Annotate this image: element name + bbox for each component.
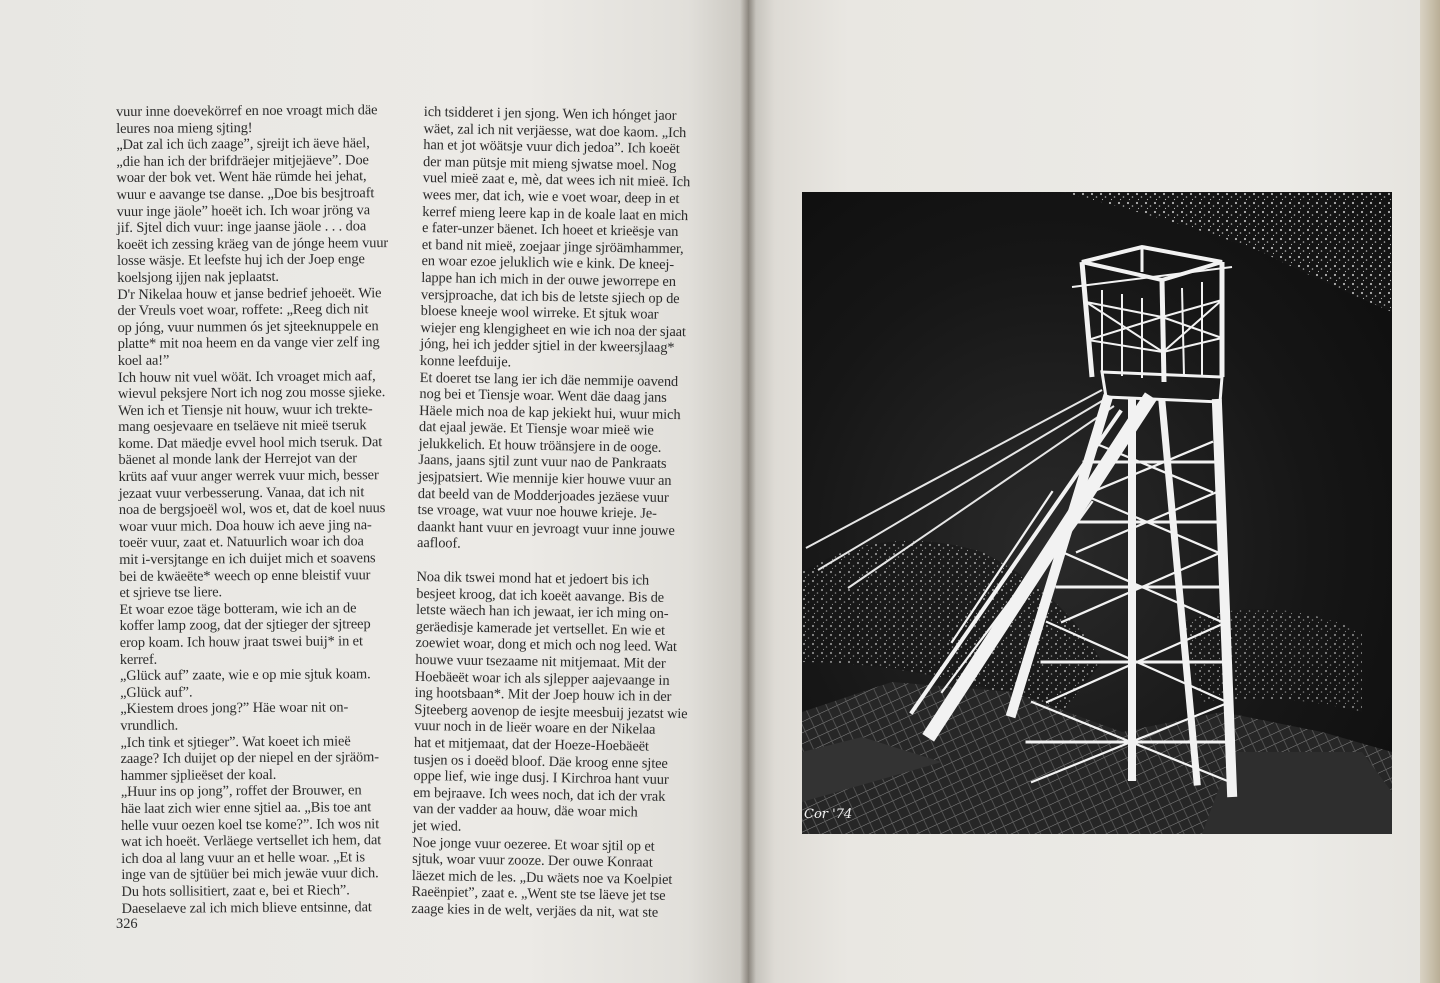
text-line: en woar ezoe jeluklich wie e kink. De kneej- — [421, 253, 675, 274]
text-line: dat beeld van de Modderjoades jezäese vuur — [417, 485, 669, 506]
text-line: Et doeret tse lang ier ich däe nemmije oavend — [419, 369, 679, 390]
column-2-part-1 — [417, 104, 708, 556]
text-line: „Huur ins op jong”, roffet der Brouwer, en — [120, 782, 362, 801]
text-line: sjtuk, woar vuur zooze. Der ouwe Konraat — [412, 851, 653, 871]
text-line: Hoebäeët woar ich als sjlepper aajevaange in — [414, 668, 670, 689]
text-line: koeët ich zessing kräeg van de jónge heem vuur — [116, 234, 389, 253]
column-2-part-2 — [411, 569, 700, 922]
text-line: hammer sjplieëset der koal. — [120, 766, 277, 784]
text-line: Häele mich noa de kap jekiekt hui, wuur mich — [419, 402, 681, 423]
text-line: leures noa mieng sjting! — [116, 119, 253, 137]
text-line: mit i-versjtange en ich duijet mich et soavens — [119, 550, 376, 569]
text-line: wiejer eng klengigheet en wie ich noa der sjaat — [420, 319, 687, 340]
headframe-illustration — [802, 192, 1392, 834]
text-line: vrundlich. — [120, 717, 179, 734]
text-line: houwe vuur tsezaame nit mitjemaat. Mit der — [415, 651, 666, 672]
text-line: e fater-unzer bäenet. Ich hoeet et krieësje van — [421, 220, 679, 241]
text-line: konne leefduije. — [419, 352, 512, 371]
text-line: tse vroage, wat vuur noe houwe krieje. Je- — [417, 502, 657, 522]
text-line: woar vuur mich. Doa houw ich aeve jing na- — [118, 517, 372, 535]
text-line: bäenet al monde lank der Herrejot van der — [118, 450, 357, 469]
text-line: han et jot wöätsje vuur dich jedoa”. Ich koeët — [423, 137, 680, 158]
text-line: helle vuur oezen koel tse kome?”. Ich wos nit — [120, 815, 380, 834]
text-column-1 — [116, 102, 404, 917]
text-line: zaage? Ich duijet op der niepel en der sjräöm- — [120, 749, 379, 768]
text-line: wat ich hoeët. Verläege vertsellet ich hem, dat — [121, 832, 382, 851]
text-line: koel aa!” — [117, 352, 170, 369]
text-line: vuel mieë zaat e, mè, dat wees ich nit mieë. Ich — [422, 170, 691, 191]
text-line: mang oesjevaare en tseläeve nit mieë tseruk — [118, 417, 367, 436]
text-line: besjeet kroog, dat ich koeët aavange. Bis de — [416, 585, 665, 606]
text-line: wuur e aavange tse danse. „Doe bis besjtroaft — [116, 185, 375, 203]
page-number: 326 — [116, 916, 138, 932]
text-line: koffer lamp zoog, dat der sjtieger der sjtreep — [119, 616, 371, 635]
text-line: op jóng, vuur nummen ós jet sjteeknuppele en — [117, 317, 379, 336]
text-line: van der vadder aa houw, däe woar mich — [412, 801, 638, 821]
text-line: jif. Sjtel dich vuur: inge jaanse jäole . . . doa — [116, 218, 367, 237]
text-line: zaage kies in de welt, verjäes da nit, wat ste — [411, 900, 659, 921]
text-line: krüts aaf vuur anger werrek vuur mich, besser — [118, 467, 379, 486]
text-line: „Glück auf”. — [120, 684, 193, 701]
text-line: hat et mitjemaat, dat der Hoeze-Hoebäeët — [413, 734, 649, 755]
text-line: der Vreuls voet woar, roffete: „Reeg dich nit — [117, 301, 369, 320]
text-line: Daeselaeve zal ich mich blieve entsinne, dat — [121, 898, 372, 917]
text-line: nog bei et Tiensje woar. Went däe daag jans — [419, 386, 667, 406]
text-line: ich doa al lang vuur an et helle woar. „Et is — [121, 848, 365, 867]
text-line: geräedisje kamerade jet vertsellet. En wie et — [415, 618, 666, 639]
text-line: woar der bok vet. Went häe rümde hei jehat, — [116, 168, 367, 187]
text-line: „Ich tink et sjtieger”. Wat koeet ich mieë — [120, 732, 351, 751]
text-line: jezaat vuur verbesserung. Vanaa, dat ich nit — [118, 483, 365, 502]
text-line: jelukkelich. Et houw tröänsjere in de ooge. — [418, 435, 662, 456]
text-line: „Glück auf” zaate, wie e op mie sjtuk koam. — [119, 666, 371, 685]
text-line: ing hootsbaan*. Mit der Joep houw ich in der — [414, 685, 672, 706]
text-line: em bejraave. Ich wees noch, dat ich der vrak — [413, 784, 666, 805]
text-line: jet wied. — [412, 817, 462, 835]
text-line: „die han ich der brifdräejer mitjejäeve”. Doe — [116, 152, 369, 170]
text-line: et band nit mieë, zoejaar jinge sjröämhammer, — [421, 236, 684, 257]
text-line: noa de bergsjoeël wol, wos et, dat de koel nuus — [118, 500, 386, 519]
text-line: dat ejaal jewäe. Et Tiensje woar mieë wie — [418, 419, 654, 439]
text-line: Jaans, jaans sjtil zunt vuur nao de Pankraats — [418, 452, 667, 473]
book-gutter — [740, 0, 756, 983]
text-line: Wen ich et Tiensje nit houw, wuur ich trekte- — [118, 400, 373, 419]
text-line: vuur noch in de lieër woare en der Nikelaa — [414, 718, 656, 739]
text-line: Raeënpiet”, zaat e. „Went ste tse läeve jet tse — [411, 884, 666, 905]
text-line: Et woar ezoe täge botteram, wie ich an de — [119, 600, 357, 618]
illustration-signature: Cor '74 — [804, 807, 853, 822]
text-line: ich tsidderet i jen sjong. Wen ich hónget jaor — [423, 104, 677, 124]
text-line: losse wäsje. Et leefste huj ich der Joep enge — [117, 251, 365, 270]
text-line: lappe han ich mich in der ouwe jeworrepe en — [421, 269, 677, 290]
text-line: Noa dik tswei mond hat et jedoert bis ich — [416, 568, 650, 589]
text-line: Noe jonge vuur oezeree. Et woar sjtil op et — [412, 834, 655, 855]
text-line: versjproache, dat ich bis de letste sjiech op de — [420, 286, 680, 307]
text-line: toeër vuur, zaat et. Natuurlich woar ich doa — [119, 533, 364, 552]
text-line: vuur inne doevekörref en noe vroagt mich däe — [116, 102, 378, 120]
text-line: zoewiet woar, dong et mich och nog leed. Wat — [415, 635, 677, 656]
text-line: „Kiestem droes jong?” Häe woar nit on- — [120, 699, 349, 718]
text-line: kome. Dat mäedje evvel hool mich tseruk. Dat — [118, 434, 383, 452]
text-line: kerref. — [119, 651, 158, 668]
text-line: der man pütsje mit mieng sjwatse moel. Nog — [422, 153, 677, 174]
page-edge — [1420, 0, 1440, 983]
text-line: koelsjong ijjen nak jeplaatst. — [117, 268, 279, 286]
text-line: kerref mieng leere kap in de koale laat en mich — [422, 203, 689, 224]
text-line: aafloof. — [416, 535, 461, 553]
text-line: letste wäech han ich jewaat, ier ich ming on- — [415, 602, 669, 623]
text-line: jesjpatsiert. Wie mennije kier houwe vuur an — [418, 469, 672, 489]
text-line: wievul peksjere Nort ich nog zou mosse sjieke. — [117, 384, 386, 403]
text-line: jóng, hei ich jedder sjtiel in der kweersjlaag* — [420, 336, 675, 357]
text-line: inge van de sjtüüer bei mich jewäe vuur dich. — [121, 865, 379, 884]
text-column-2 — [411, 104, 708, 922]
text-line: D'r Nikelaa houw et janse bedrief jehoeët. Wie — [117, 284, 382, 303]
text-line: wäet, zal ich nit verjäesse, wat doe kaom. „Ich — [423, 120, 687, 141]
text-line: bei de kwäeëte* weech op enne bleistif vuur — [119, 566, 371, 585]
text-line: Ich houw nit vuel wöät. Ich vroaget mich aaf, — [117, 367, 376, 386]
text-line: wees mer, dat ich, wie e voet woar, deep in et — [422, 186, 680, 207]
text-line: erop koam. Ich houw jraat tswei buij* in et — [119, 633, 363, 651]
text-line: tusjen os i doeëd bloof. Däe kroog enne sjtee — [413, 751, 668, 772]
text-line: bloese kneeje wool wirreke. Et sjtuk woar — [420, 303, 659, 323]
text-line: Du hots sollisitiert, zaat e, bei et Riech”. — [121, 882, 350, 900]
text-line: vuur inge jäole” hoeët ich. Ich woar jröng va — [116, 201, 371, 220]
text-line: läezet mich de les. „Du wäets noe va Koelpiet — [411, 867, 673, 888]
text-line: et sjrieve tse liere. — [119, 584, 223, 602]
text-line: häe laat zich wier enne sjtiel aa. „Bis toe ant — [120, 799, 372, 817]
text-line: Sjteeberg aovenop de iesjte meesbuij jezatst wie — [414, 701, 688, 722]
headframe-drawing — [802, 192, 1392, 834]
text-line: „Dat zal ich üch zaage”, sjreijt ich äeve häel, — [116, 135, 370, 154]
text-line: oppe lief, wie inge dusj. I Kirchroa hant vuur — [413, 768, 669, 789]
text-line: platte* mit noa heem en da vange vier zelf ing — [117, 334, 380, 353]
text-line: daankt hant vuur en jevroagt vuur inne jouwe — [417, 518, 675, 539]
